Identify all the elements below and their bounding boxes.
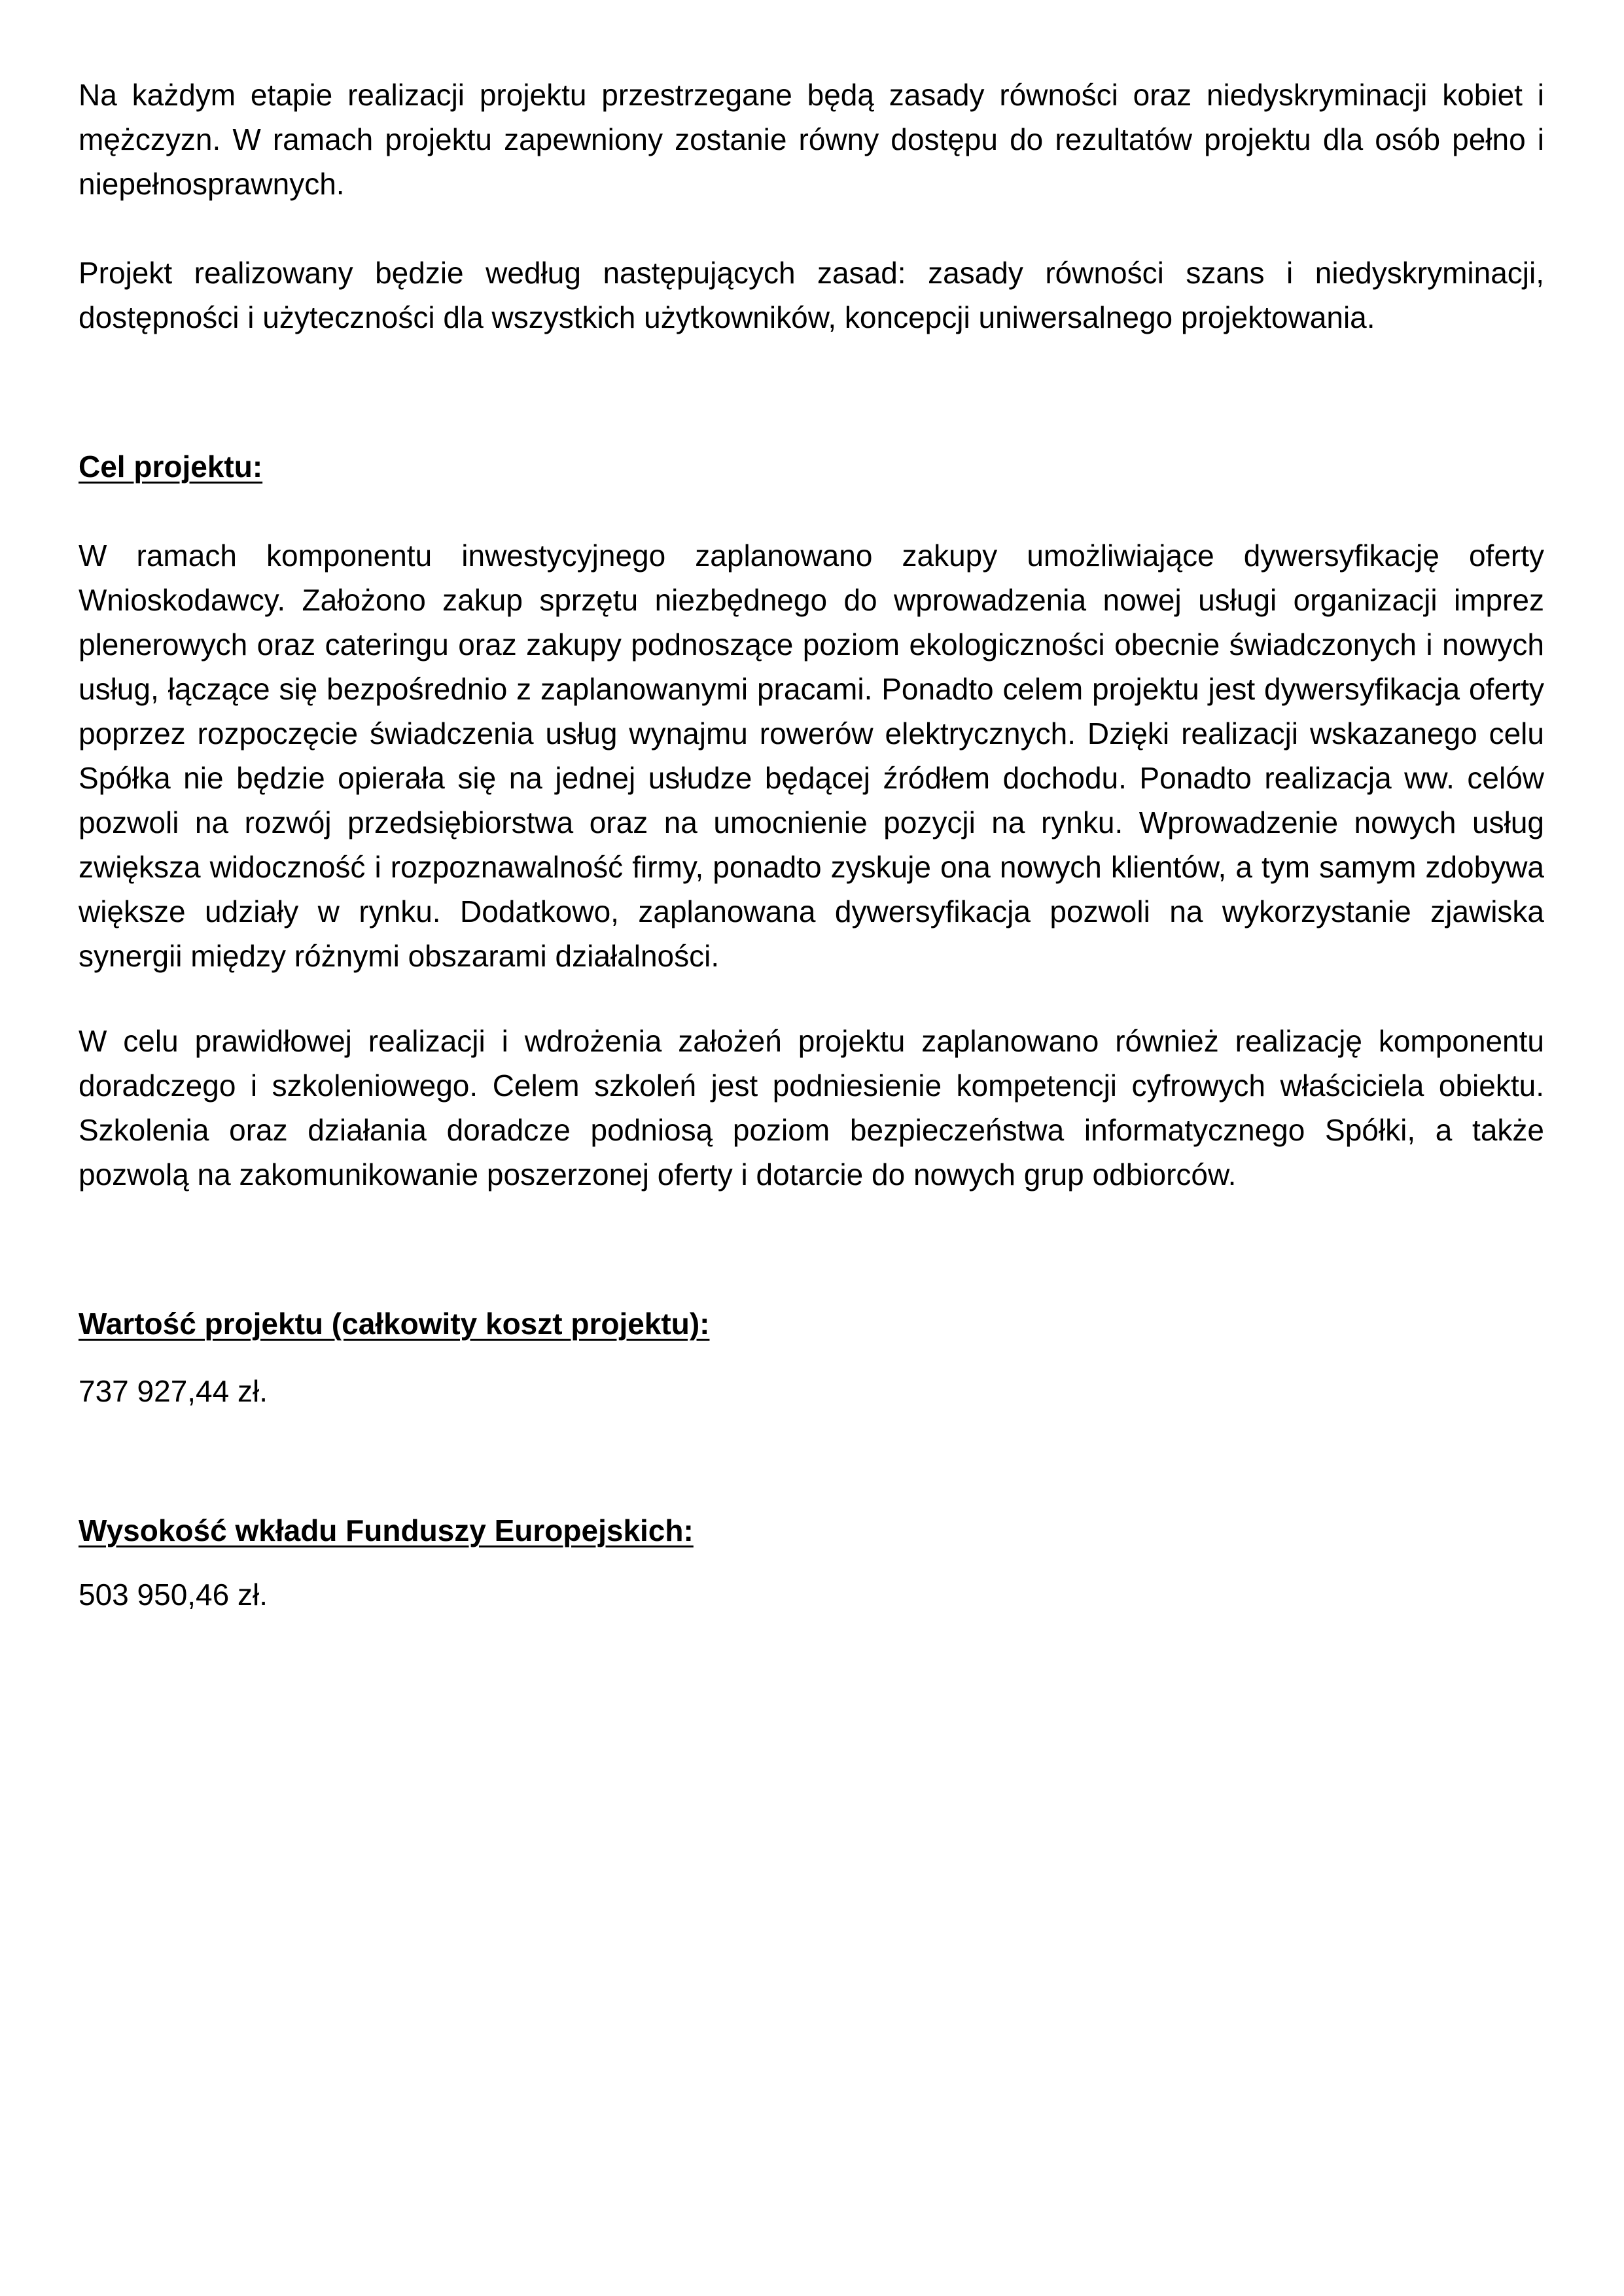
eu-funds-contribution-value: 503 950,46 zł. bbox=[79, 1578, 268, 1612]
paragraph-equality-principles: Na każdym etapie realizacji projektu przestrzegane będą zasady równości oraz niedyskryminacji kobiet i mężczyzn. W ramach projektu zapewniony zostanie równy dostępu do rezultatów projektu dla osób pełno i niepełnosprawnych. bbox=[79, 78, 1544, 201]
paragraph-goal-investment: W ramach komponentu inwestycyjnego zaplanowano zakupy umożliwiające dywersyfikację oferty Wnioskodawcy. Założono zakup sprzętu niezbędnego do wprowadzenia nowej usługi organizacji imprez plenerowych oraz cateringu oraz zakupy podnoszące poziom ekologiczności obecnie świadczonych i nowych usług, łączące się bezpośrednio z zaplanowanymi pracami. Ponadto celem projektu jest dywersyfikacja oferty poprzez rozpoczęcie świadczenia usług wynajmu rowerów elektrycznych. Dzięki realizacji wskazanego celu Spółka nie będzie opierała się na jednej usłudze będącej źródłem dochodu. Ponadto realizacja ww. celów pozwoli na rozwój przedsiębiorstwa oraz na umocnienie pozycji na rynku. Wprowadzenie nowych usług zwiększa widoczność i rozpoznawalność firmy, ponadto zyskuje ona nowych klientów, a tym samym zdobywa większe udziały w rynku. Dodatkowo, zaplanowana dywersyfikacja pozwoli na wykorzystanie zjawiska synergii między różnymi obszarami działalności. bbox=[79, 539, 1544, 973]
heading-project-value: Wartość projektu (całkowity koszt projektu): bbox=[79, 1307, 710, 1341]
heading-project-goal: Cel projektu: bbox=[79, 450, 263, 484]
project-total-cost-value: 737 927,44 zł. bbox=[79, 1374, 268, 1408]
paragraph-implementation-rules: Projekt realizowany będzie według następujących zasad: zasady równości szans i niedyskryminacji, dostępności i użyteczności dla wszystkich użytkowników, koncepcji uniwersalnego projektowania. bbox=[79, 256, 1544, 334]
heading-eu-funds-contribution: Wysokość wkładu Funduszy Europejskich: bbox=[79, 1513, 694, 1547]
paragraph-goal-advisory-training: W celu prawidłowej realizacji i wdrożenia założeń projektu zaplanowano również realizację komponentu doradczego i szkoleniowego. Celem szkoleń jest podniesienie kompetencji cyfrowych właściciela obiektu. Szkolenia oraz działania doradcze podniosą poziom bezpieczeństwa informatycznego Spółki, a także pozwolą na zakomunikowanie poszerzonej oferty i dotarcie do nowych grup odbiorców. bbox=[79, 1024, 1544, 1192]
